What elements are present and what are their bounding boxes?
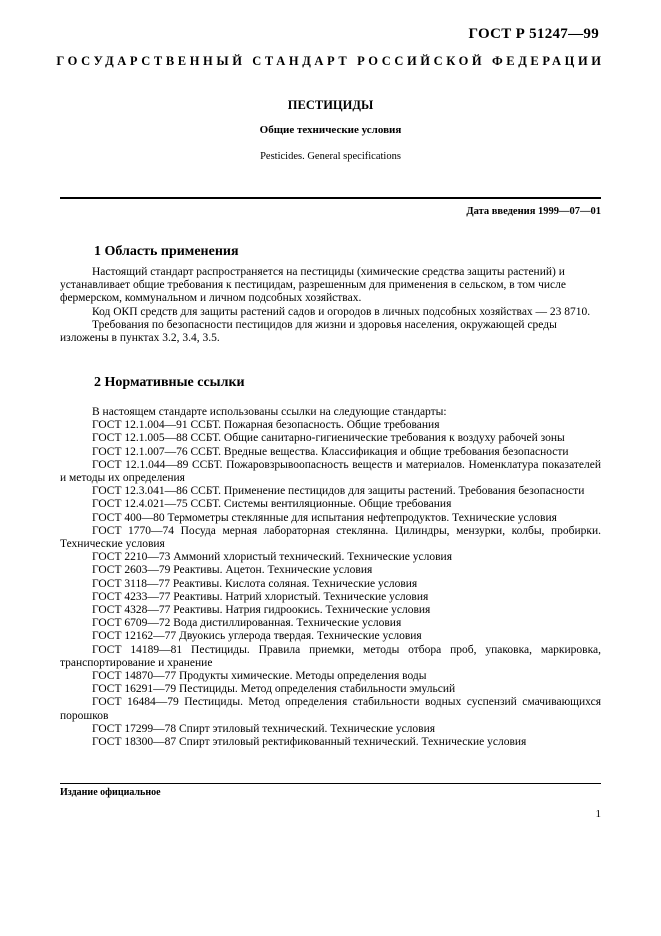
document-english-title: Pesticides. General specifications (260, 151, 401, 162)
bottom-divider (60, 783, 601, 784)
reference-item: ГОСТ 3118—77 Реактивы. Кислота соляная. Технические условия (92, 577, 418, 590)
reference-item: ГОСТ 16291—79 Пестициды. Метод определения стабильности эмульсий (92, 683, 456, 696)
standard-number: ГОСТ Р 51247—99 (468, 26, 599, 42)
reference-item: ГОСТ 12.3.041—86 ССБТ. Применение пестицидов для защиты растений. Требования безопасности (92, 485, 585, 498)
reference-item: ГОСТ 1770—74 Посуда мерная лабораторная стеклянна. Цилиндры, мензурки, колбы, пробирки. Технические условия (60, 524, 601, 551)
reference-item: ГОСТ 18300—87 Спирт этиловый ректификованный технический. Технические условия (92, 736, 527, 749)
document-title: ПЕСТИЦИДЫ (287, 98, 374, 112)
reference-item: ГОСТ 12.4.021—75 ССБТ. Системы вентиляционные. Общие требования (92, 498, 452, 511)
section-2-heading: 2 Нормативные ссылки (94, 375, 245, 390)
top-divider (60, 197, 601, 199)
reference-item: ГОСТ 12.1.007—76 ССБТ. Вредные вещества. Классификация и общие требования безопасности (92, 445, 569, 458)
state-standard-title: ГОСУДАРСТВЕННЫЙ СТАНДАРТ РОССИЙСКОЙ ФЕДЕРАЦИИ (56, 54, 605, 68)
reference-intro: В настоящем стандарте использованы ссылки на следующие стандарты: (92, 406, 447, 418)
reference-item: ГОСТ 14189—81 Пестициды. Правила приемки, методы отбора проб, упаковка, маркировка, транспортирование и хранение (60, 643, 601, 669)
official-edition-label: Издание официальное (60, 787, 161, 798)
reference-item: ГОСТ 6709—72 Вода дистиллированная. Технические условия (92, 617, 402, 630)
reference-item: ГОСТ 4233—77 Реактивы. Натрий хлористый. Технические условия (92, 590, 429, 603)
reference-item: ГОСТ 16484—79 Пестициды. Метод определения стабильности водных суспензий смачивающихся порошков (60, 696, 601, 722)
reference-item: ГОСТ 12.1.005—88 ССБТ. Общие санитарно-гигиенические требования к воздуху рабочей зоны (92, 432, 565, 445)
reference-item: ГОСТ 4328—77 Реактивы. Натрия гидроокись. Технические условия (92, 604, 431, 617)
introduction-date: Дата введения 1999—07—01 (466, 206, 601, 217)
paragraph: Требования по безопасности пестицидов для жизни и здоровья населения, окружающей среды изложены в пунктах 3.2, 3.4, 3.5. (60, 318, 557, 345)
section-1-heading: 1 Область применения (94, 244, 239, 259)
reference-item: ГОСТ 400—80 Термометры стеклянные для испытания нефтепродуктов. Технические условия (92, 511, 557, 524)
reference-item: ГОСТ 12162—77 Двуокись углерода твердая. Технические условия (92, 630, 422, 643)
section-2-body (60, 406, 601, 749)
reference-item: ГОСТ 2210—73 Аммоний хлористый технический. Технические условия (92, 551, 453, 564)
document-subtitle: Общие технические условия (259, 124, 402, 136)
reference-item: ГОСТ 17299—78 Спирт этиловый технический. Технические условия (92, 722, 436, 735)
page-number: 1 (595, 808, 601, 820)
reference-item: ГОСТ 12.1.044—89 ССБТ. Пожаровзрывоопасность веществ и материалов. Номенклатура показателей и методы их определения (60, 458, 601, 485)
section-1-body (60, 266, 601, 345)
reference-item: ГОСТ 14870—77 Продукты химические. Методы определения воды (92, 670, 427, 683)
paragraph: Настоящий стандарт распространяется на пестициды (химические средства защиты растений) и устанавливает общие требования к пестицидам, разрешенным для применения в сельском, в том числе фермерском, коммунальном и личном подсобных хозяйствах. (60, 266, 566, 305)
paragraph: Код ОКП средств для защиты растений садов и огородов в личных подсобных хозяйствах — 23 8710. (92, 305, 591, 318)
reference-item: ГОСТ 2603—79 Реактивы. Ацетон. Технические условия (92, 564, 373, 577)
reference-item: ГОСТ 12.1.004—91 ССБТ. Пожарная безопасность. Общие требования (92, 419, 440, 432)
